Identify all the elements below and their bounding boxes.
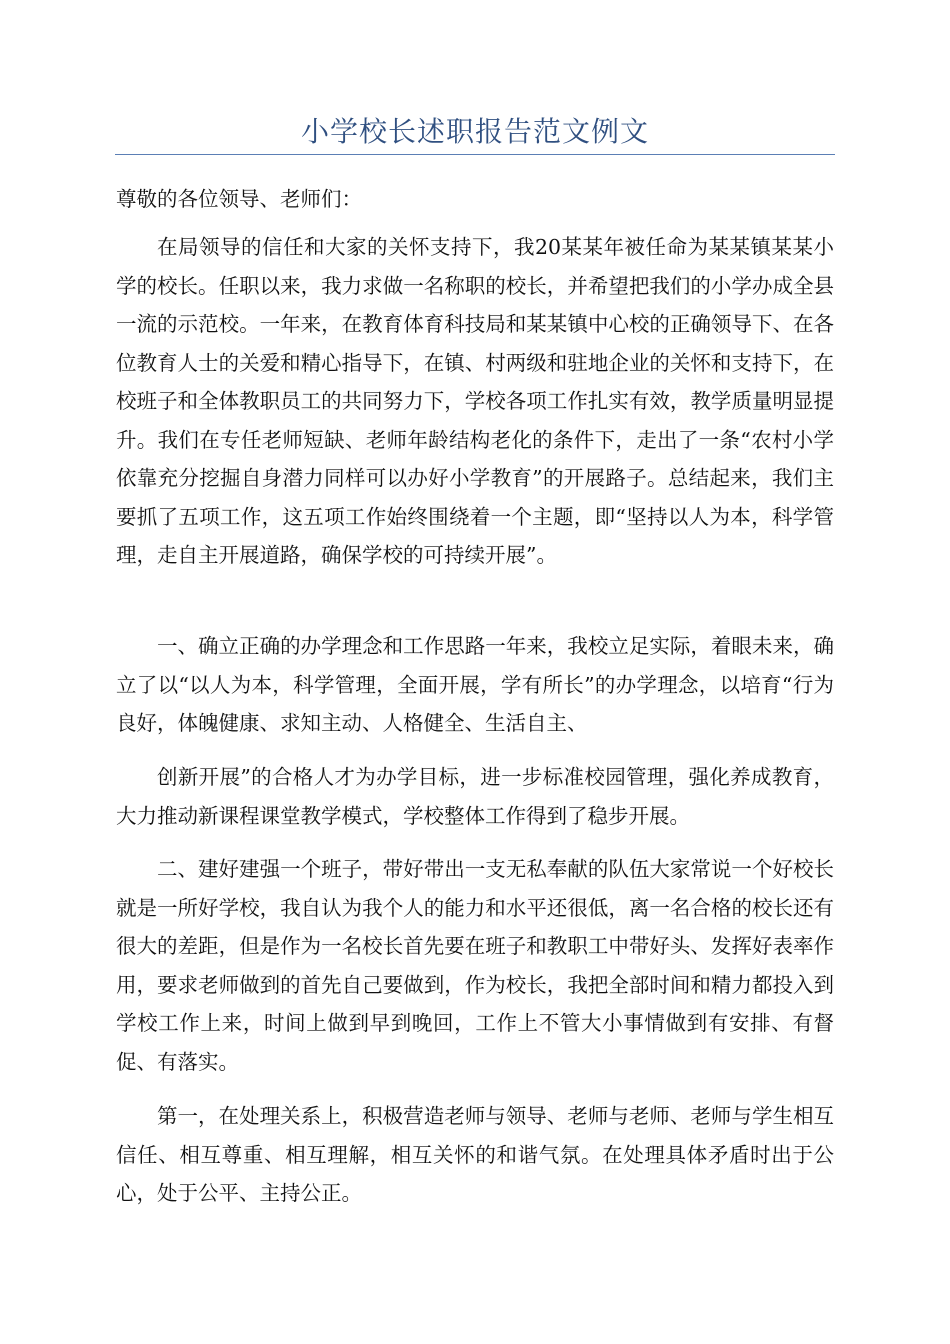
paragraph-point-one: 第一，在处理关系上，积极营造老师与领导、老师与老师、老师与学生相互信任、相互尊重、相互理解，相互关怀的和谐气氛。在处理具体矛盾时出于公心，处于公平、主持公正。: [116, 1104, 834, 1205]
document-title: 小学校长述职报告范文例文: [300, 115, 649, 148]
paragraph-intro: 在局领导的信任和大家的关怀支持下，我20某某年被任命为某某镇某某小学的校长。任职以来，我力求做一名称职的校长，并希望把我们的小学办成全县一流的示范校。一年来，在教育体育科技局和某某镇中心校的正确领导下、在各位教育人士的关爱和精心指导下，在镇、村两级和驻地企业的关怀和支持下，在校班子和全体教职员工的共同努力下，学校各项工作扎实有效，教学质量明显提升。我们在专任老师短缺、老师年龄结构老化的条件下，走出了一条“农村小学依靠充分挖掘自身潜力同样可以办好小学教育”的开展路子。总结起来，我们主要抓了五项工作，这五项工作始终围绕着一个主题，即“坚持以人为本，科学管理，走自主开展道路，确保学校的可持续开展”。: [116, 235, 834, 567]
paragraph-section-one-continued: 创新开展”的合格人才为办学目标，进一步标准校园管理，强化养成教育，大力推动新课程课堂教学模式，学校整体工作得到了稳步开展。: [116, 765, 834, 828]
paragraph-section-two: 二、建好建强一个班子，带好带出一支无私奉献的队伍大家常说一个好校长就是一所好学校，我自认为我个人的能力和水平还很低，离一名合格的校长还有很大的差距，但是作为一名校长首先要在班子和教职工中带好头、发挥好表率作用，要求老师做到的首先自己要做到，作为校长，我把全部时间和精力都投入到学校工作上来，时间上做到早到晚回，工作上不管大小事情做到有安排、有督促、有落实。: [116, 857, 834, 1074]
paragraph-section-one: 一、确立正确的办学理念和工作思路一年来，我校立足实际，着眼未来，确立了以“以人为本，科学管理，全面开展，学有所长”的办学理念，以培育“行为良好，体魄健康、求知主动、人格健全、生活自主、: [116, 634, 834, 735]
title-underline: [115, 154, 835, 155]
salutation: 尊敬的各位领导、老师们：: [116, 187, 362, 211]
